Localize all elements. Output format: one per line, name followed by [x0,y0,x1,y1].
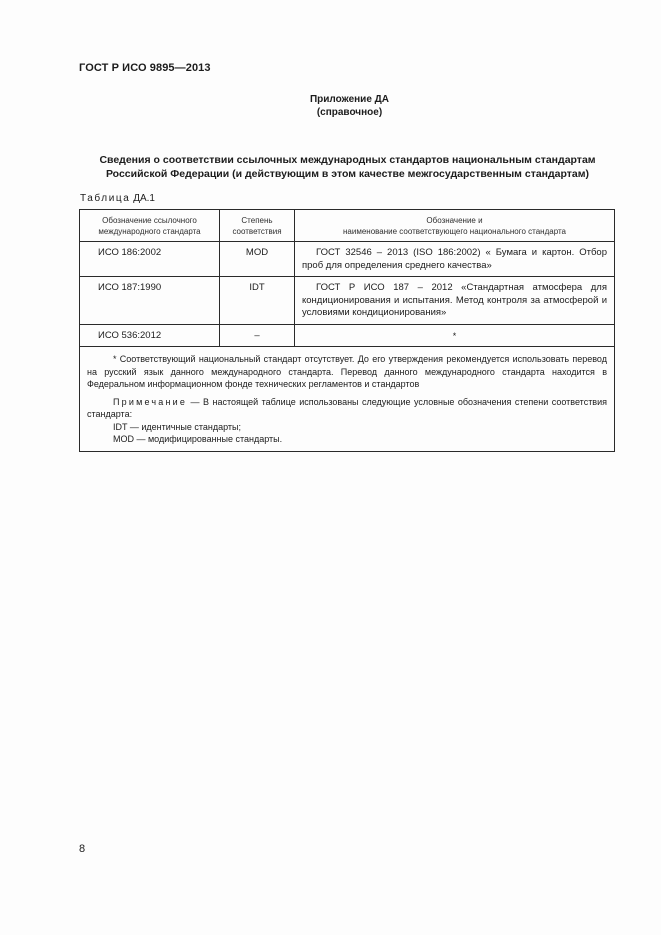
header-reference-standard-line-1: Обозначение ссылочного [102,216,197,225]
document-code-header: ГОСТ Р ИСО 9895—2013 [79,62,211,74]
note-idt-line: IDT — идентичные стандарты; [113,421,242,432]
national-standard-cell: * [295,324,615,347]
header-degree-line-2: соответствия [232,227,282,236]
header-national-standard [295,210,615,242]
annex-title: Приложение ДА [309,94,390,105]
table-caption-number: ДА.1 [130,193,155,204]
standards-correspondence-table [79,209,615,452]
table-caption [80,193,155,204]
header-reference-standard [80,210,220,242]
table-row [80,277,615,325]
table-footnote-row [80,347,615,452]
header-reference-standard-line-2: международного стандарта [98,227,201,236]
table-caption-word: Таблица [80,193,131,204]
table-row [80,324,615,347]
note-label: Примечание [113,396,188,407]
table-row [80,242,615,277]
note-mod-line: MOD — модифицированные стандарты. [113,434,283,444]
degree-cell: MOD [220,242,295,277]
degree-cell: IDT [220,277,295,325]
header-degree-line-1: Степень [241,216,273,225]
header-degree [220,210,295,242]
note-text: — В настоящей таблице использованы следующие условные обозначения степени соответствия стандарта: [87,396,607,419]
annex-subtitle: (справочное) [316,107,383,118]
national-standard-cell: ГОСТ 32546 – 2013 (ISO 186:2002) « Бумага и картон. Отбор проб для определения среднего качества» [295,242,615,277]
footnote-text: * Соответствующий национальный стандарт отсутствует. До его утверждения рекомендуется использовать перевод на русский язык данного международного стандарта. Перевод данного международного стандарта находится в Федеральном информационном фонде технических регламентов и стандартов [87,354,607,389]
reference-standard-cell: ИСО 186:2002 [80,242,220,277]
table-footnote [80,347,615,452]
page-number: 8 [79,843,86,855]
degree-cell: – [220,324,295,347]
reference-standard-cell: ИСО 536:2012 [80,324,220,347]
header-national-standard-line-1: Обозначение и [426,216,483,225]
section-title-line-2: Российской Федерации (и действующим в этом качестве межгосударственным стандартам) [105,168,590,180]
national-standard-cell: ГОСТ Р ИСО 187 – 2012 «Стандартная атмосфера для кондиционирования и испытания. Метод контроля за атмосферой и условиями кондиционирования» [295,277,615,325]
table-header-row [80,210,615,242]
table-note [87,396,607,421]
annex-heading [0,93,661,119]
header-national-standard-line-2: наименование соответствующего национального стандарта [342,227,566,236]
section-title [79,153,616,181]
reference-standard-cell: ИСО 187:1990 [80,277,220,325]
section-title-line-1: Сведения о соответствии ссылочных международных стандартов национальным стандартам [99,154,596,166]
